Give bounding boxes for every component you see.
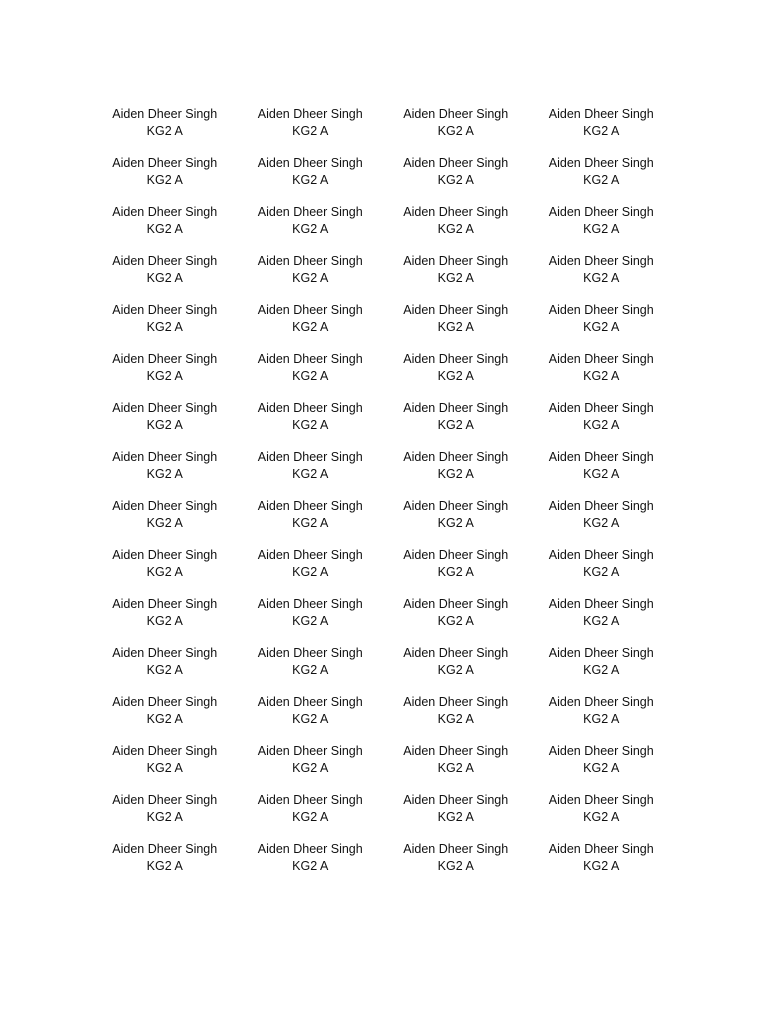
- student-name: Aiden Dheer Singh: [403, 695, 509, 709]
- student-name: Aiden Dheer Singh: [548, 793, 654, 807]
- name-label: [92, 104, 238, 153]
- student-class: KG2 A: [146, 515, 183, 530]
- student-name: Aiden Dheer Singh: [257, 499, 363, 513]
- name-label: [92, 594, 238, 643]
- student-name: Aiden Dheer Singh: [403, 744, 509, 758]
- student-name: Aiden Dheer Singh: [257, 793, 363, 807]
- name-label: [238, 251, 384, 300]
- student-class: KG2 A: [583, 417, 620, 432]
- name-label: [529, 790, 675, 839]
- student-name: Aiden Dheer Singh: [112, 499, 218, 513]
- student-name: Aiden Dheer Singh: [548, 646, 654, 660]
- student-class: KG2 A: [146, 417, 183, 432]
- student-name: Aiden Dheer Singh: [112, 352, 218, 366]
- student-class: KG2 A: [437, 172, 474, 187]
- name-label: [529, 153, 675, 202]
- student-name: Aiden Dheer Singh: [548, 695, 654, 709]
- student-class: KG2 A: [437, 319, 474, 334]
- student-class: KG2 A: [583, 515, 620, 530]
- student-class: KG2 A: [146, 270, 183, 285]
- student-class: KG2 A: [437, 466, 474, 481]
- name-label: [238, 643, 384, 692]
- student-class: KG2 A: [292, 123, 329, 138]
- student-name: Aiden Dheer Singh: [548, 450, 654, 464]
- student-name: Aiden Dheer Singh: [403, 793, 509, 807]
- student-name: Aiden Dheer Singh: [112, 450, 218, 464]
- student-name: Aiden Dheer Singh: [403, 842, 509, 856]
- student-name: Aiden Dheer Singh: [403, 597, 509, 611]
- student-class: KG2 A: [583, 319, 620, 334]
- student-name: Aiden Dheer Singh: [548, 156, 654, 170]
- student-name: Aiden Dheer Singh: [403, 548, 509, 562]
- name-label: [529, 545, 675, 594]
- student-name: Aiden Dheer Singh: [403, 352, 509, 366]
- student-class: KG2 A: [437, 760, 474, 775]
- name-label: [529, 692, 675, 741]
- student-name: Aiden Dheer Singh: [548, 107, 654, 121]
- student-name: Aiden Dheer Singh: [112, 401, 218, 415]
- student-name: Aiden Dheer Singh: [548, 205, 654, 219]
- student-class: KG2 A: [583, 123, 620, 138]
- student-name: Aiden Dheer Singh: [403, 254, 509, 268]
- name-label: [383, 104, 529, 153]
- name-label: [92, 300, 238, 349]
- student-name: Aiden Dheer Singh: [548, 401, 654, 415]
- student-class: KG2 A: [437, 809, 474, 824]
- name-label: [383, 153, 529, 202]
- student-name: Aiden Dheer Singh: [257, 107, 363, 121]
- student-class: KG2 A: [292, 613, 329, 628]
- student-class: KG2 A: [146, 711, 183, 726]
- student-name: Aiden Dheer Singh: [257, 646, 363, 660]
- name-label: [529, 104, 675, 153]
- student-name: Aiden Dheer Singh: [548, 352, 654, 366]
- student-class: KG2 A: [583, 711, 620, 726]
- student-class: KG2 A: [292, 270, 329, 285]
- student-class: KG2 A: [437, 662, 474, 677]
- name-label: [238, 104, 384, 153]
- name-label: [92, 839, 238, 888]
- name-label: [92, 398, 238, 447]
- student-name: Aiden Dheer Singh: [112, 107, 218, 121]
- student-class: KG2 A: [292, 662, 329, 677]
- name-label: [529, 398, 675, 447]
- name-label: [238, 594, 384, 643]
- name-label: [383, 447, 529, 496]
- name-label: [238, 202, 384, 251]
- student-name: Aiden Dheer Singh: [257, 352, 363, 366]
- name-label: [383, 643, 529, 692]
- name-label: [238, 741, 384, 790]
- name-label: [238, 545, 384, 594]
- name-label: [383, 692, 529, 741]
- student-class: KG2 A: [437, 123, 474, 138]
- student-class: KG2 A: [583, 809, 620, 824]
- name-label: [383, 545, 529, 594]
- student-class: KG2 A: [146, 858, 183, 873]
- name-label: [529, 839, 675, 888]
- name-label: [529, 594, 675, 643]
- student-class: KG2 A: [292, 515, 329, 530]
- student-name: Aiden Dheer Singh: [403, 646, 509, 660]
- label-grid: [92, 104, 675, 888]
- student-name: Aiden Dheer Singh: [257, 597, 363, 611]
- student-class: KG2 A: [583, 613, 620, 628]
- name-label: [383, 741, 529, 790]
- name-label: [92, 153, 238, 202]
- student-class: KG2 A: [437, 270, 474, 285]
- student-name: Aiden Dheer Singh: [548, 303, 654, 317]
- student-name: Aiden Dheer Singh: [112, 303, 218, 317]
- student-class: KG2 A: [146, 172, 183, 187]
- student-class: KG2 A: [292, 417, 329, 432]
- student-name: Aiden Dheer Singh: [403, 450, 509, 464]
- student-name: Aiden Dheer Singh: [257, 548, 363, 562]
- student-name: Aiden Dheer Singh: [403, 303, 509, 317]
- student-name: Aiden Dheer Singh: [257, 254, 363, 268]
- student-name: Aiden Dheer Singh: [112, 695, 218, 709]
- student-class: KG2 A: [437, 564, 474, 579]
- name-label: [92, 545, 238, 594]
- name-label: [529, 741, 675, 790]
- student-name: Aiden Dheer Singh: [257, 205, 363, 219]
- name-label: [92, 447, 238, 496]
- student-class: KG2 A: [583, 172, 620, 187]
- student-class: KG2 A: [292, 858, 329, 873]
- name-label: [383, 202, 529, 251]
- name-label: [529, 300, 675, 349]
- student-class: KG2 A: [292, 221, 329, 236]
- student-class: KG2 A: [583, 564, 620, 579]
- student-name: Aiden Dheer Singh: [257, 842, 363, 856]
- name-label: [529, 202, 675, 251]
- name-label: [238, 496, 384, 545]
- student-class: KG2 A: [583, 760, 620, 775]
- name-label: [383, 300, 529, 349]
- student-class: KG2 A: [292, 172, 329, 187]
- name-label: [383, 839, 529, 888]
- student-class: KG2 A: [437, 711, 474, 726]
- student-name: Aiden Dheer Singh: [112, 548, 218, 562]
- student-name: Aiden Dheer Singh: [257, 744, 363, 758]
- student-name: Aiden Dheer Singh: [257, 303, 363, 317]
- student-name: Aiden Dheer Singh: [257, 401, 363, 415]
- student-class: KG2 A: [292, 711, 329, 726]
- student-class: KG2 A: [583, 662, 620, 677]
- student-class: KG2 A: [437, 515, 474, 530]
- name-label: [529, 496, 675, 545]
- name-label: [238, 692, 384, 741]
- student-class: KG2 A: [146, 662, 183, 677]
- student-class: KG2 A: [146, 809, 183, 824]
- name-label: [383, 594, 529, 643]
- student-class: KG2 A: [292, 368, 329, 383]
- student-class: KG2 A: [146, 221, 183, 236]
- student-class: KG2 A: [583, 858, 620, 873]
- student-class: KG2 A: [437, 368, 474, 383]
- name-label: [529, 643, 675, 692]
- student-class: KG2 A: [146, 760, 183, 775]
- student-name: Aiden Dheer Singh: [548, 499, 654, 513]
- name-label: [383, 349, 529, 398]
- student-class: KG2 A: [583, 368, 620, 383]
- student-class: KG2 A: [292, 564, 329, 579]
- name-label: [92, 251, 238, 300]
- name-label: [383, 496, 529, 545]
- student-class: KG2 A: [437, 417, 474, 432]
- student-name: Aiden Dheer Singh: [257, 156, 363, 170]
- student-class: KG2 A: [583, 221, 620, 236]
- student-class: KG2 A: [146, 466, 183, 481]
- student-class: KG2 A: [292, 466, 329, 481]
- name-label: [383, 790, 529, 839]
- student-class: KG2 A: [437, 613, 474, 628]
- name-label: [238, 447, 384, 496]
- student-class: KG2 A: [146, 319, 183, 334]
- student-name: Aiden Dheer Singh: [548, 842, 654, 856]
- student-class: KG2 A: [146, 613, 183, 628]
- name-label: [92, 790, 238, 839]
- student-name: Aiden Dheer Singh: [112, 254, 218, 268]
- student-class: KG2 A: [583, 270, 620, 285]
- student-name: Aiden Dheer Singh: [257, 695, 363, 709]
- student-name: Aiden Dheer Singh: [403, 401, 509, 415]
- student-class: KG2 A: [437, 858, 474, 873]
- name-label: [529, 447, 675, 496]
- student-name: Aiden Dheer Singh: [112, 793, 218, 807]
- student-class: KG2 A: [437, 221, 474, 236]
- student-name: Aiden Dheer Singh: [403, 499, 509, 513]
- student-class: KG2 A: [146, 368, 183, 383]
- name-label: [92, 741, 238, 790]
- student-name: Aiden Dheer Singh: [112, 646, 218, 660]
- student-name: Aiden Dheer Singh: [112, 597, 218, 611]
- name-label: [238, 839, 384, 888]
- student-name: Aiden Dheer Singh: [403, 205, 509, 219]
- student-name: Aiden Dheer Singh: [112, 744, 218, 758]
- student-name: Aiden Dheer Singh: [548, 548, 654, 562]
- name-label: [92, 692, 238, 741]
- name-label: [92, 202, 238, 251]
- student-name: Aiden Dheer Singh: [112, 842, 218, 856]
- student-class: KG2 A: [292, 319, 329, 334]
- student-name: Aiden Dheer Singh: [548, 254, 654, 268]
- name-label: [238, 398, 384, 447]
- student-name: Aiden Dheer Singh: [403, 107, 509, 121]
- name-label: [238, 300, 384, 349]
- name-label: [92, 643, 238, 692]
- name-label: [238, 790, 384, 839]
- student-class: KG2 A: [146, 123, 183, 138]
- student-class: KG2 A: [292, 760, 329, 775]
- name-label: [92, 349, 238, 398]
- student-name: Aiden Dheer Singh: [257, 450, 363, 464]
- name-label: [383, 251, 529, 300]
- student-name: Aiden Dheer Singh: [112, 205, 218, 219]
- student-name: Aiden Dheer Singh: [548, 744, 654, 758]
- student-name: Aiden Dheer Singh: [403, 156, 509, 170]
- student-class: KG2 A: [146, 564, 183, 579]
- student-class: KG2 A: [292, 809, 329, 824]
- name-label: [529, 349, 675, 398]
- name-label: [238, 153, 384, 202]
- student-name: Aiden Dheer Singh: [112, 156, 218, 170]
- name-label: [238, 349, 384, 398]
- student-name: Aiden Dheer Singh: [548, 597, 654, 611]
- student-class: KG2 A: [583, 466, 620, 481]
- name-label: [529, 251, 675, 300]
- name-label: [383, 398, 529, 447]
- name-label: [92, 496, 238, 545]
